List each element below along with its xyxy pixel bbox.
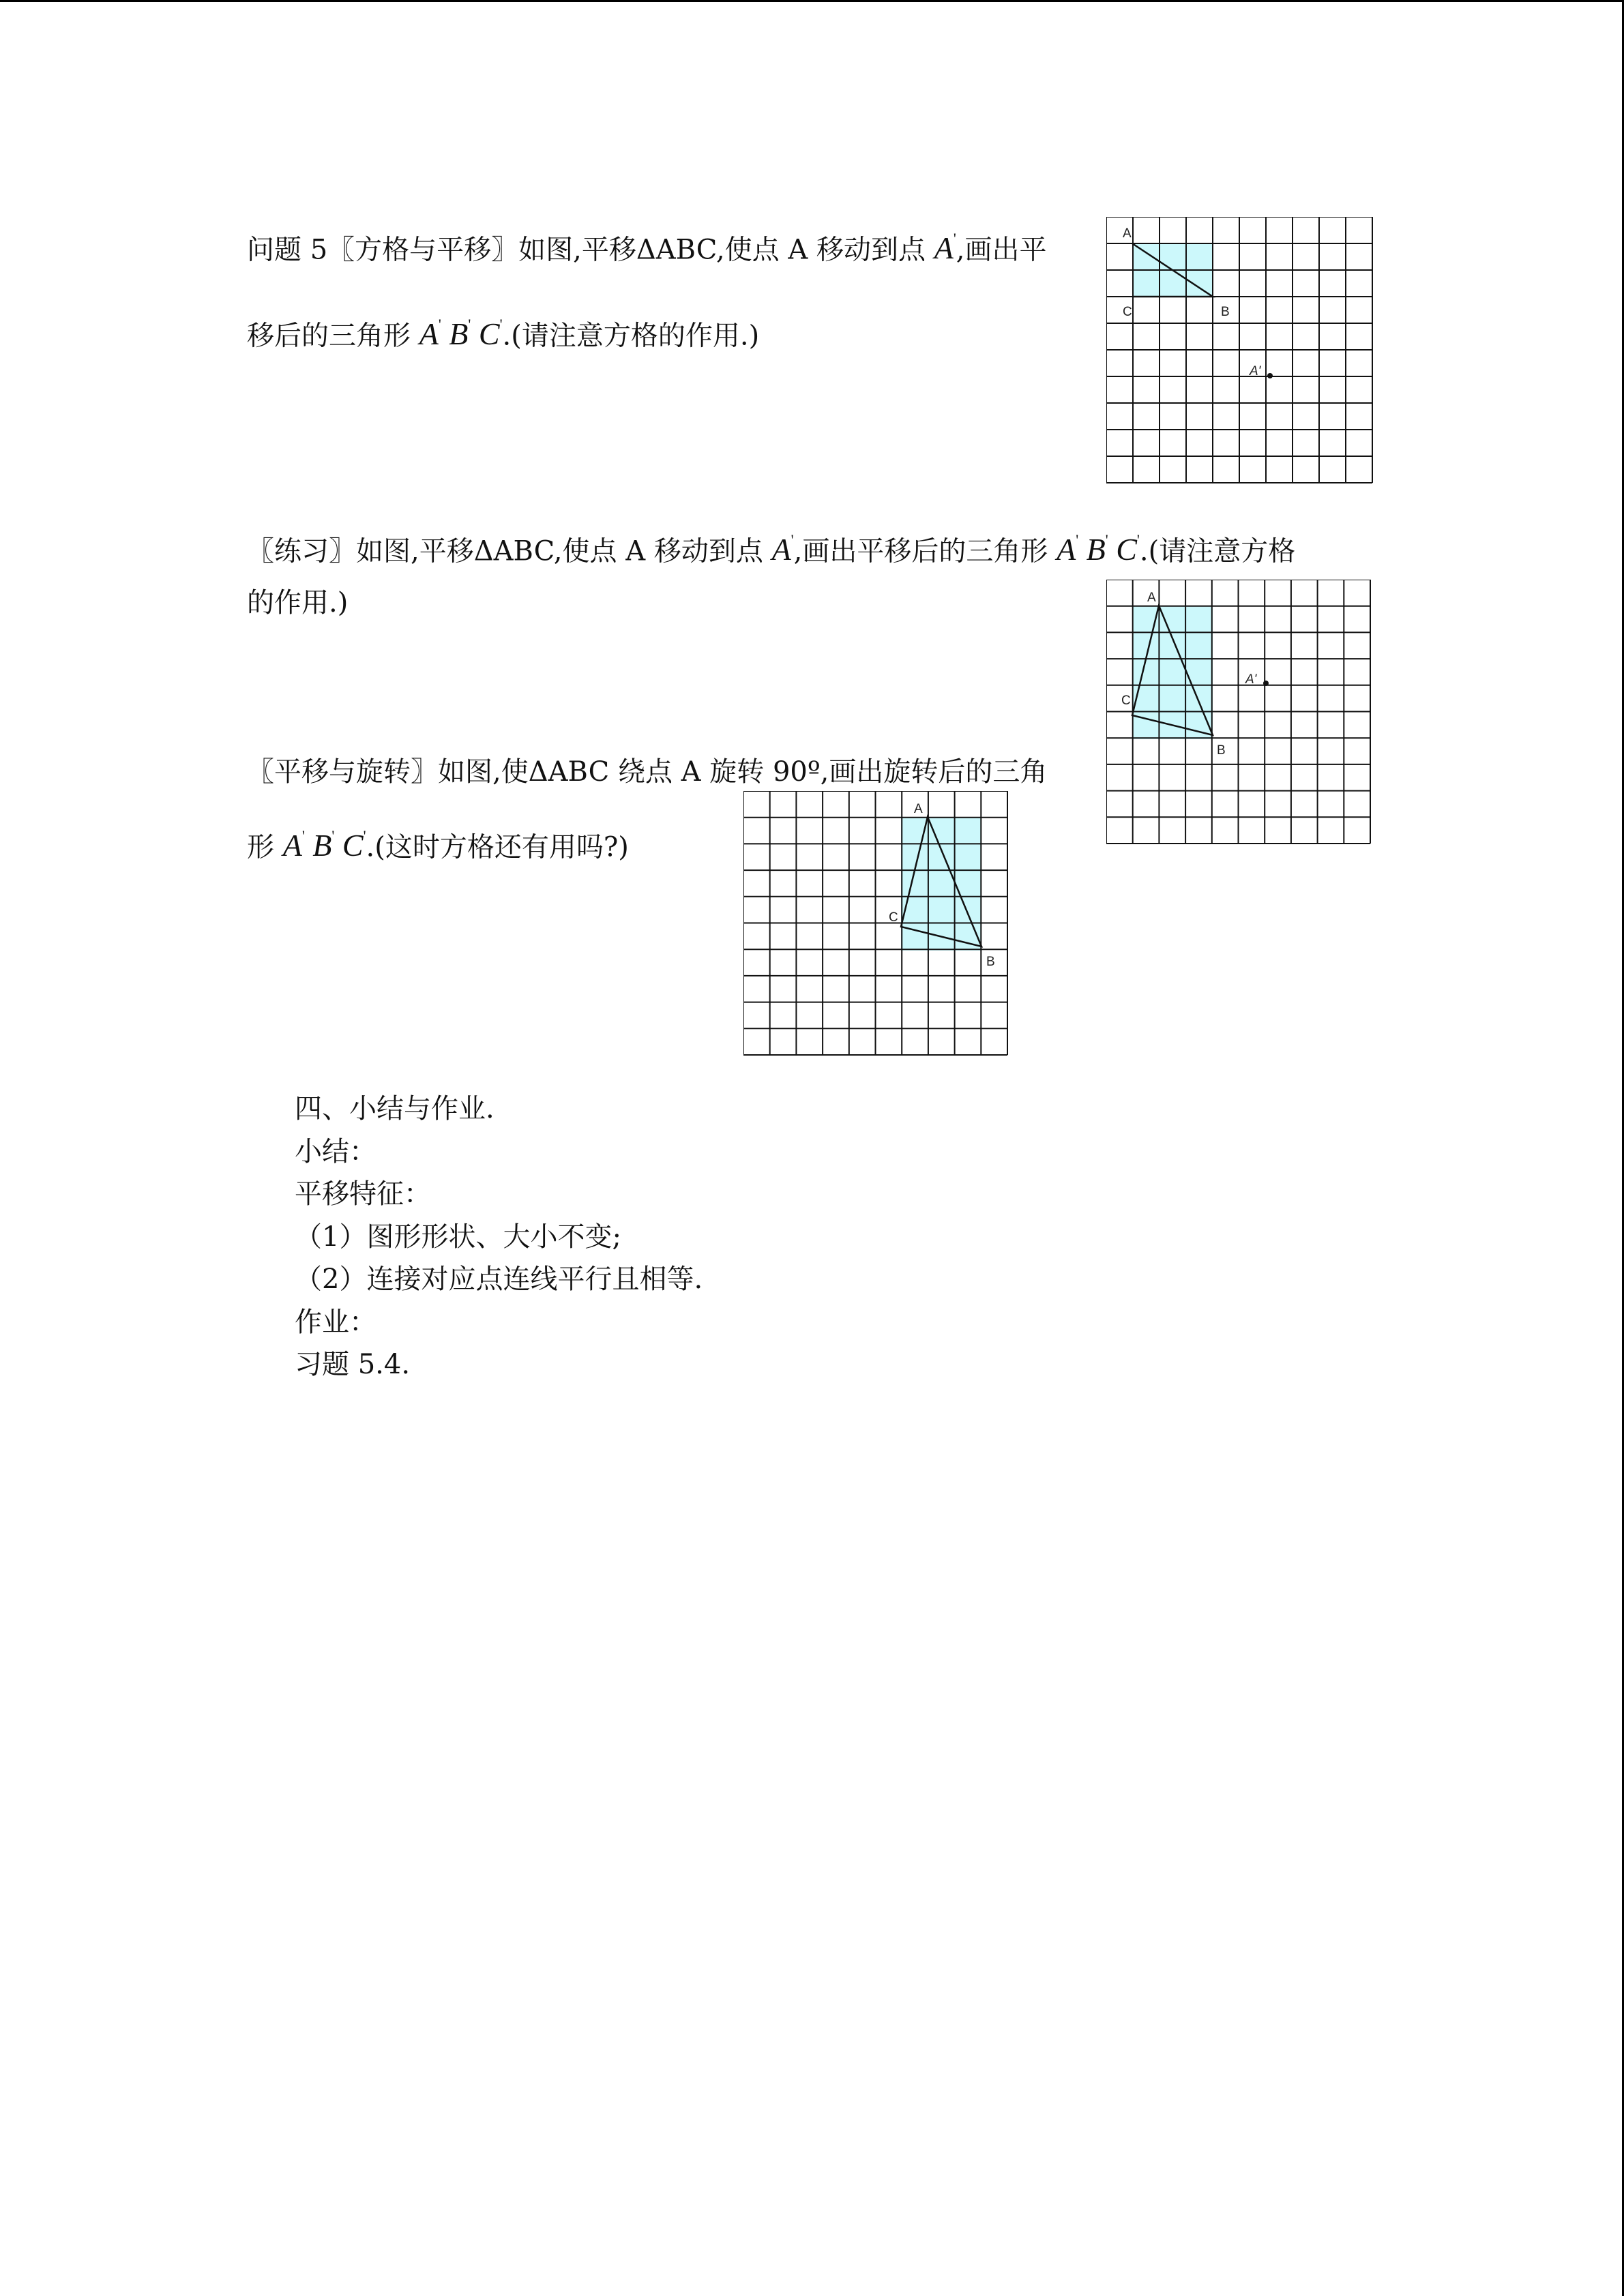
- rotation-line2-suffix: .(这时方格还有用吗?): [366, 831, 629, 863]
- label-c: C: [1123, 305, 1132, 319]
- problem5-line1-suffix: ,画出平: [956, 234, 1047, 266]
- problem5-line2-suffix: .(请注意方格的作用.): [502, 320, 760, 352]
- label-b: B: [986, 955, 995, 969]
- figure-practice-grid: [1106, 580, 1379, 846]
- page-top-border: [0, 0, 1624, 2]
- label-a: A: [914, 802, 923, 816]
- math-a-prime: A': [934, 230, 956, 266]
- label-c: C: [889, 910, 898, 925]
- problem5-line2: [247, 311, 759, 353]
- grid-svg-1: [1106, 217, 1379, 484]
- label-a-prime: A': [1250, 364, 1261, 378]
- math-a-prime: A': [771, 531, 794, 567]
- homework-label: 作业：: [295, 1307, 377, 1338]
- point-a-prime: [1267, 373, 1273, 378]
- figure-rotation-grid: [743, 791, 1016, 1057]
- math-abc-prime: A' B' C': [1057, 531, 1140, 567]
- label-a: A: [1123, 226, 1132, 241]
- problem5-line1: [247, 225, 1047, 267]
- feature-label: 平移特征：: [295, 1178, 431, 1210]
- label-a: A: [1147, 591, 1156, 605]
- math-abc-prime: A' B' C': [282, 827, 366, 863]
- summary-heading: 四、小结与作业.: [295, 1093, 494, 1124]
- math-abc-prime: A' B' C': [419, 316, 503, 352]
- practice-line1: [247, 526, 1295, 569]
- label-b: B: [1217, 743, 1226, 758]
- problem5-line1-text: 问题 5〖方格与平移〗如图,平移ΔABC,使点 A 移动到点: [247, 234, 926, 266]
- feature-item-2: （2）连接对应点连线平行且相等.: [295, 1264, 703, 1295]
- practice-line1-mid: ,画出平移后的三角形: [793, 535, 1048, 567]
- figure-problem5-grid: [1106, 217, 1379, 484]
- label-a-prime: A': [1245, 672, 1257, 687]
- practice-line2: 的作用.): [247, 587, 349, 618]
- label-c: C: [1121, 694, 1131, 708]
- rotation-line1: 〖平移与旋转〗如图,使ΔABC 绕点 A 旋转 90º,画出旋转后的三角: [247, 756, 1048, 788]
- practice-line1-text: 〖练习〗如图,平移ΔABC,使点 A 移动到点: [247, 535, 763, 567]
- homework-text: 习题 5.4.: [295, 1349, 411, 1380]
- feature-item-1: （1）图形形状、大小不变;: [295, 1221, 621, 1253]
- rotation-line2: [247, 822, 629, 865]
- grid-svg-3: [743, 791, 1016, 1057]
- point-a-prime: [1263, 681, 1269, 686]
- summary-label: 小结：: [295, 1136, 377, 1167]
- practice-line1-suffix: .(请注意方格: [1139, 535, 1296, 567]
- problem5-line2-text: 移后的三角形: [247, 320, 411, 352]
- grid-svg-2: [1106, 580, 1379, 846]
- rotation-line2-text: 形: [247, 831, 274, 863]
- label-b: B: [1221, 305, 1230, 319]
